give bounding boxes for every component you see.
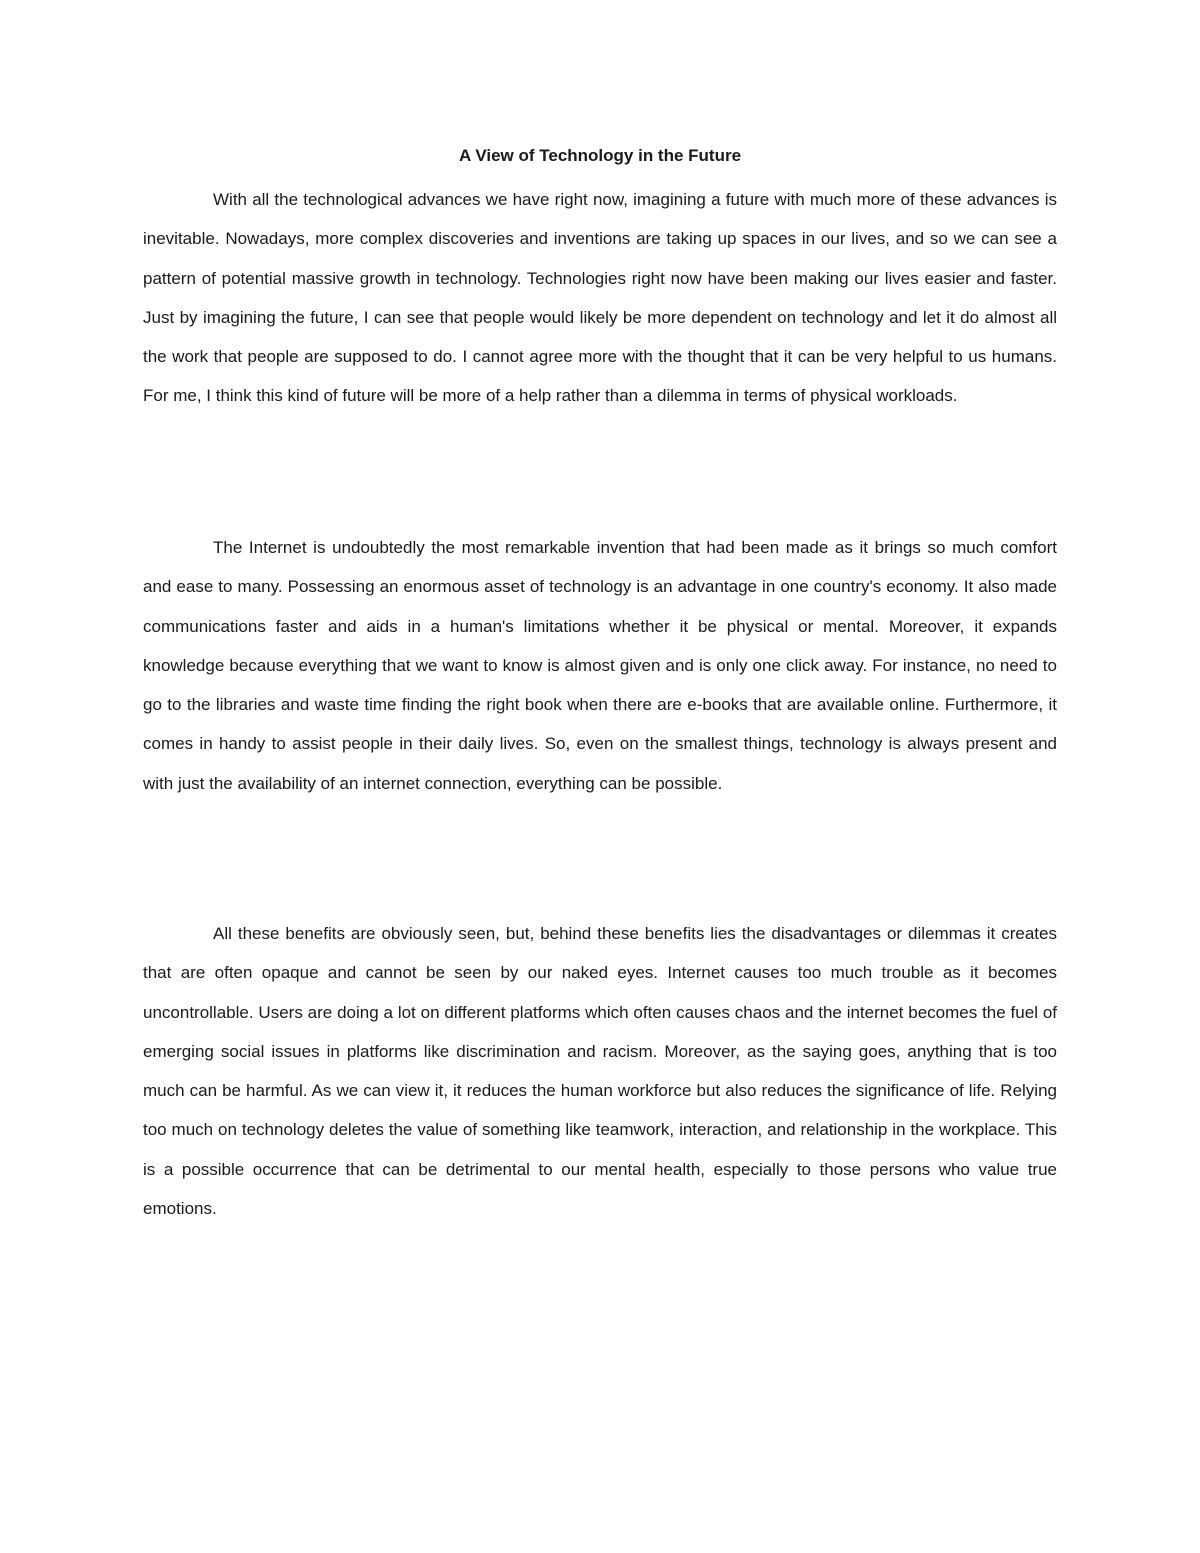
paragraph-2: The Internet is undoubtedly the most remarkable invention that had been made as it brings so much comfort and ease to many. Possessing an enormous asset of technology is an advantage in one country's economy. It also made communications faster and aids in a human's limitations whether it be physical or mental. Moreover, it expands knowledge because everything that we want to know is almost given and is only one click away. For instance, no need to go to the libraries and waste time finding the right book when there are e-books that are available online. Furthermore, it comes in handy to assist people in their daily lives. So, even on the smallest things, technology is always present and with just the availability of an internet connection, everything can be possible. [143, 538, 1057, 793]
paragraph-3: All these benefits are obviously seen, but, behind these benefits lies the disadvantages or dilemmas it creates that are often opaque and cannot be seen by our naked eyes. Internet causes too much trouble as it becomes uncontrollable. Users are doing a lot on different platforms which often causes chaos and the internet becomes the fuel of emerging social issues in platforms like discrimination and racism. Moreover, as the saying goes, anything that is too much can be harmful. As we can view it, it reduces the human workforce but also reduces the significance of life. Relying too much on technology deletes the value of something like teamwork, interaction, and relationship in the workplace. This is a possible occurrence that can be detrimental to our mental health, especially to those persons who value true emotions. [143, 924, 1057, 1219]
paragraph-1: With all the technological advances we have right now, imagining a future with much more of these advances is inevitable. Nowadays, more complex discoveries and inventions are taking up spaces in our lives, and so we can see a pattern of potential massive growth in technology. Technologies right now have been making our lives easier and faster. Just by imagining the future, I can see that people would likely be more dependent on technology and let it do almost all the work that people are supposed to do. I cannot agree more with the thought that it can be very helpful to us humans. For me, I think this kind of future will be more of a help rather than a dilemma in terms of physical workloads. [143, 190, 1057, 406]
document-title: A View of Technology in the Future [458, 146, 742, 165]
